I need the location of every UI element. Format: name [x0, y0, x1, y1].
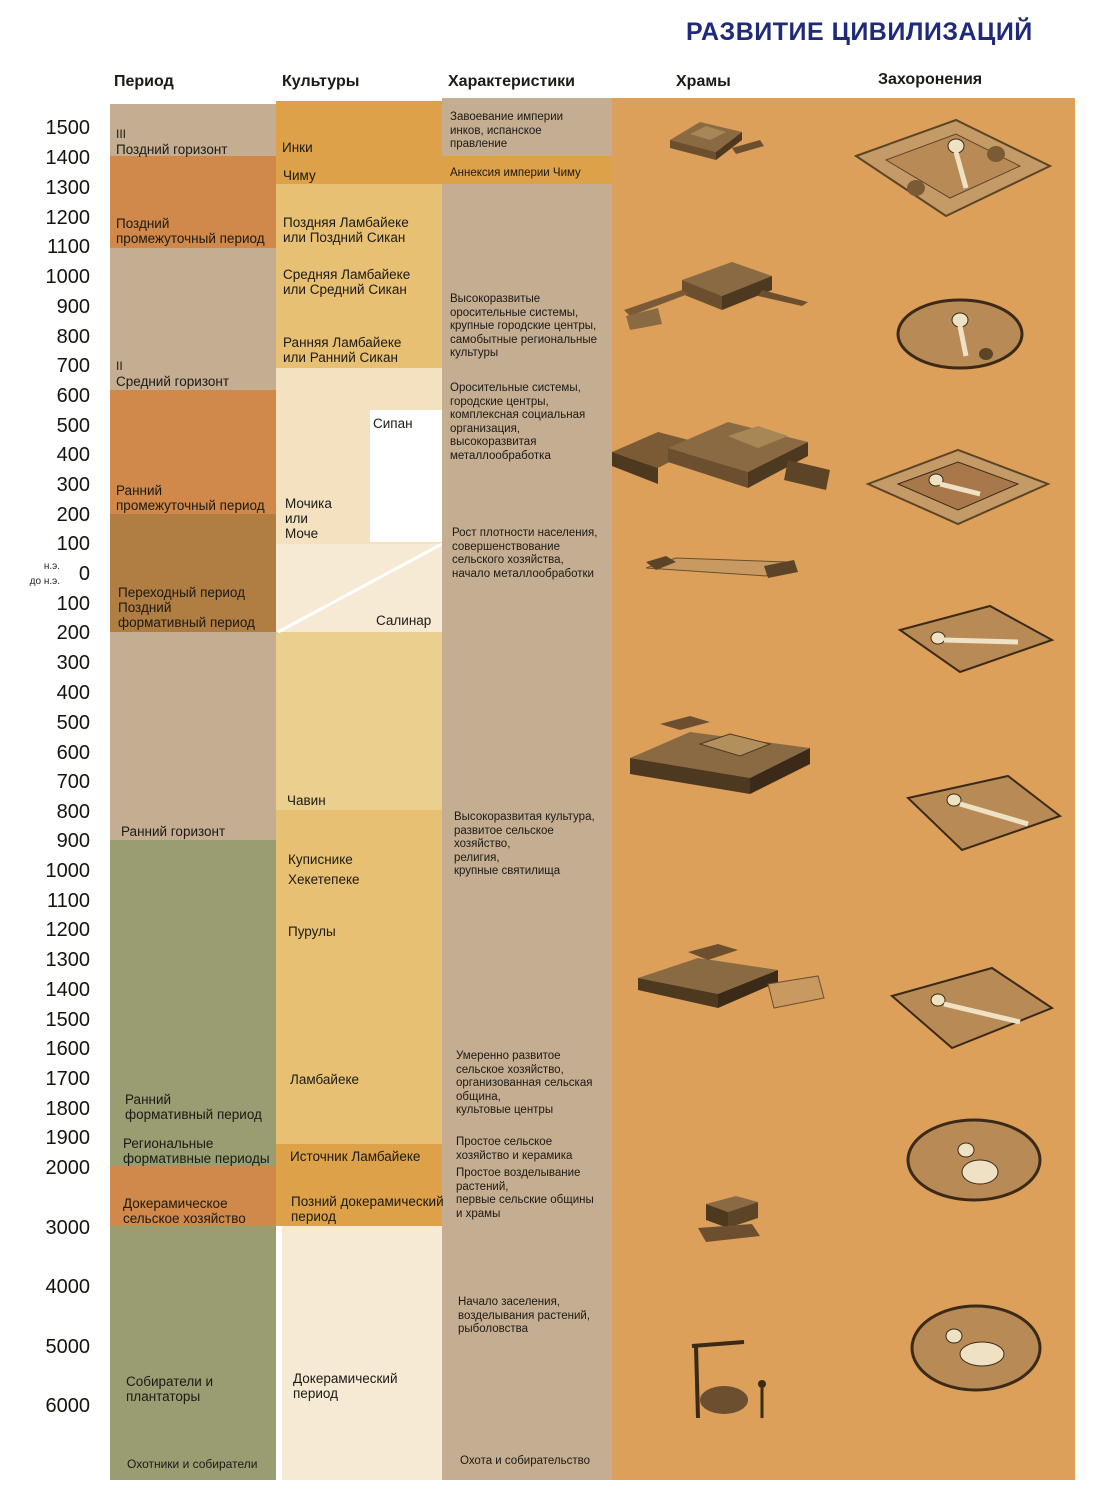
year-tick-label: 900 — [56, 296, 90, 318]
characteristic-chimu-annexation: Аннексия империи Чиму — [450, 167, 581, 179]
period-label-preceramic-agriculture: Докерамическое сельское хозяйство — [123, 1196, 246, 1226]
year-tick-label: 1900 — [45, 1127, 90, 1149]
year-tick-label: 4000 — [45, 1276, 90, 1298]
year-tick-label: 400 — [56, 444, 90, 466]
culture-label-jequetepeque: Хекетепеке — [288, 872, 360, 887]
period-label-gatherers-planters: Собиратели и плантаторы — [126, 1374, 214, 1404]
year-tick-label: 2000 — [45, 1157, 90, 1179]
year-tick-label: 600 — [56, 385, 90, 407]
year-tick-label: 300 — [56, 474, 90, 496]
year-tick-label: 3000 — [45, 1217, 90, 1239]
culture-band — [282, 1404, 442, 1480]
year-tick-label: 6000 — [45, 1395, 90, 1417]
characteristic-developed-culture: Высокоразвитая культура, развитое сельское хозяйство, религия, крупные святилища — [454, 811, 595, 877]
year-tick-label: 700 — [56, 355, 90, 377]
column-header-burials: Захоронения — [878, 71, 983, 88]
year-tick-label: 100 — [56, 533, 90, 555]
burial-illustration-lambayeque — [896, 1112, 1056, 1212]
year-tick-label: 1100 — [46, 236, 90, 258]
year-tick-label: 1600 — [45, 1038, 90, 1060]
year-tick-label: 800 — [56, 801, 90, 823]
characteristic-settlement: Начало заселения, возделывания растений, рыболовства — [458, 1296, 591, 1335]
burial-illustration-cupisnique — [882, 962, 1062, 1062]
culture-label-middle-lambayeque: Средняя Ламбайеке или Средний Сикан — [283, 267, 411, 297]
culture-label-purulen: Пурулы — [288, 924, 336, 939]
era-label-ad: н.э. — [43, 561, 60, 572]
burial-illustration-salinar — [890, 598, 1060, 688]
culture-label-chavin: Чавин — [287, 793, 326, 808]
culture-label-lambayeque: Ламбайеке — [290, 1072, 360, 1087]
characteristic-moderate-agriculture: Умеренно развитое сельское хозяйство, организованная сельская община, культовые центры — [456, 1050, 593, 1116]
year-tick-label: 800 — [56, 326, 90, 348]
burial-illustration-chavin — [898, 770, 1068, 866]
characteristic-first-communities: Простое возделывание растений, первые сельские общины и храмы — [456, 1167, 594, 1220]
year-tick-label: 1400 — [45, 147, 90, 169]
temple-illustration-chavin — [620, 704, 820, 800]
temple-illustration-sican — [612, 250, 812, 340]
burial-illustration-sican — [886, 290, 1036, 390]
year-tick-label: 1200 — [45, 207, 90, 229]
temple-illustration-inca — [660, 108, 770, 168]
culture-label-late-preceramic: Позний докерамический период — [291, 1194, 444, 1224]
characteristic-simple-agriculture: Простое сельское хозяйство и керамика — [456, 1136, 573, 1162]
characteristic-irrigation-cities: Высокоразвитые оросительные системы, крупные городские центры, самобытные региональные культуры — [450, 293, 598, 359]
characteristic-metalworking: Оросительные системы, городские центры, комплексная социальная организация, высокоразвитая металлообработка — [450, 382, 586, 462]
period-label-early-intermediate: Ранний промежуточный период — [116, 483, 265, 513]
period-label-early-formative: Ранний формативный период — [125, 1092, 262, 1122]
characteristic-hunting: Охота и собирательство — [460, 1455, 590, 1467]
period-label-regional-formative: Региональные формативные периоды — [123, 1136, 270, 1166]
period-band — [110, 840, 276, 1130]
burial-illustration-inca — [846, 108, 1056, 248]
column-header-characteristics: Характеристики — [448, 73, 576, 90]
period-label-hunters-gatherers: Охотники и собиратели — [127, 1457, 258, 1471]
temple-illustration-moche — [608, 408, 838, 500]
culture-label-preceramic: Докерамический период — [293, 1371, 398, 1401]
year-tick-label: 1300 — [45, 177, 90, 199]
period-band — [110, 632, 276, 840]
year-tick-label: 200 — [56, 622, 90, 644]
culture-label-chimu: Чиму — [283, 168, 316, 183]
period-label-early-horizon: Ранний горизонт — [121, 824, 226, 839]
period-label-late-horizon: III Поздний горизонт — [116, 127, 228, 157]
culture-label-early-lambayeque: Ранняя Ламбайеке или Ранний Сикан — [283, 335, 402, 365]
column-header-temples: Храмы — [676, 73, 731, 90]
year-tick-label: 1500 — [45, 117, 90, 139]
year-tick-label: 1500 — [45, 1009, 90, 1031]
year-tick-label: 100 — [56, 593, 90, 615]
year-tick-label: 200 — [56, 504, 90, 526]
characteristic-population-growth: Рост плотности населения, совершенствование сельского хозяйства, начало металлообработки — [452, 527, 598, 580]
year-tick-label: 5000 — [45, 1336, 90, 1358]
year-tick-label: 1300 — [45, 949, 90, 971]
temple-illustration-cupisnique — [628, 938, 828, 1018]
characteristic-inca-conquest: Завоевание империи инков, испанское правление — [450, 111, 564, 150]
period-label-transitional: Переходный период Поздний формативный период — [118, 585, 255, 630]
temple-illustration-salinar — [636, 548, 806, 588]
year-tick-label: 1200 — [45, 919, 90, 941]
year-tick-label: 500 — [56, 415, 90, 437]
period-label-middle-horizon: II Средний горизонт — [116, 359, 230, 389]
culture-label-mochica: Мочика или Моче — [285, 496, 332, 541]
culture-label-sipan: Сипан — [373, 416, 413, 431]
temple-illustration-preceramic — [696, 1190, 776, 1252]
year-tick-label: 300 — [56, 652, 90, 674]
period-label-late-intermediate: Поздний промежуточный период — [116, 216, 265, 246]
burial-illustration-preceramic — [900, 1296, 1060, 1406]
burial-illustration-moche — [858, 440, 1058, 540]
culture-label-cupisnique: Куписнике — [288, 852, 353, 867]
column-header-period: Период — [114, 73, 174, 90]
year-tick-label: 1700 — [45, 1068, 90, 1090]
culture-band — [276, 632, 442, 810]
year-tick-label: 1400 — [45, 979, 90, 1001]
year-tick-label: 400 — [56, 682, 90, 704]
year-tick-label: 500 — [56, 712, 90, 734]
year-tick-label: 1800 — [45, 1098, 90, 1120]
temple-illustration-shelter — [684, 1338, 774, 1428]
culture-label-inca: Инки — [282, 140, 313, 155]
page-title: РАЗВИТИЕ ЦИВИЛИЗАЦИЙ — [686, 18, 1033, 46]
culture-label-salinar: Салинар — [376, 613, 432, 628]
year-tick-label: 0 — [78, 563, 90, 585]
culture-label-late-lambayeque: Поздняя Ламбайеке или Поздний Сикан — [283, 215, 409, 245]
year-tick-label: 1000 — [45, 860, 90, 882]
year-tick-label: 700 — [56, 771, 90, 793]
year-tick-label: 1100 — [46, 890, 90, 912]
era-label-bc: до н.э. — [29, 576, 60, 587]
culture-label-lambayeque-source: Источник Ламбайеке — [290, 1149, 421, 1164]
year-tick-label: 900 — [56, 830, 90, 852]
year-tick-label: 600 — [56, 742, 90, 764]
year-tick-label: 1000 — [45, 266, 90, 288]
column-header-cultures: Культуры — [282, 73, 360, 90]
